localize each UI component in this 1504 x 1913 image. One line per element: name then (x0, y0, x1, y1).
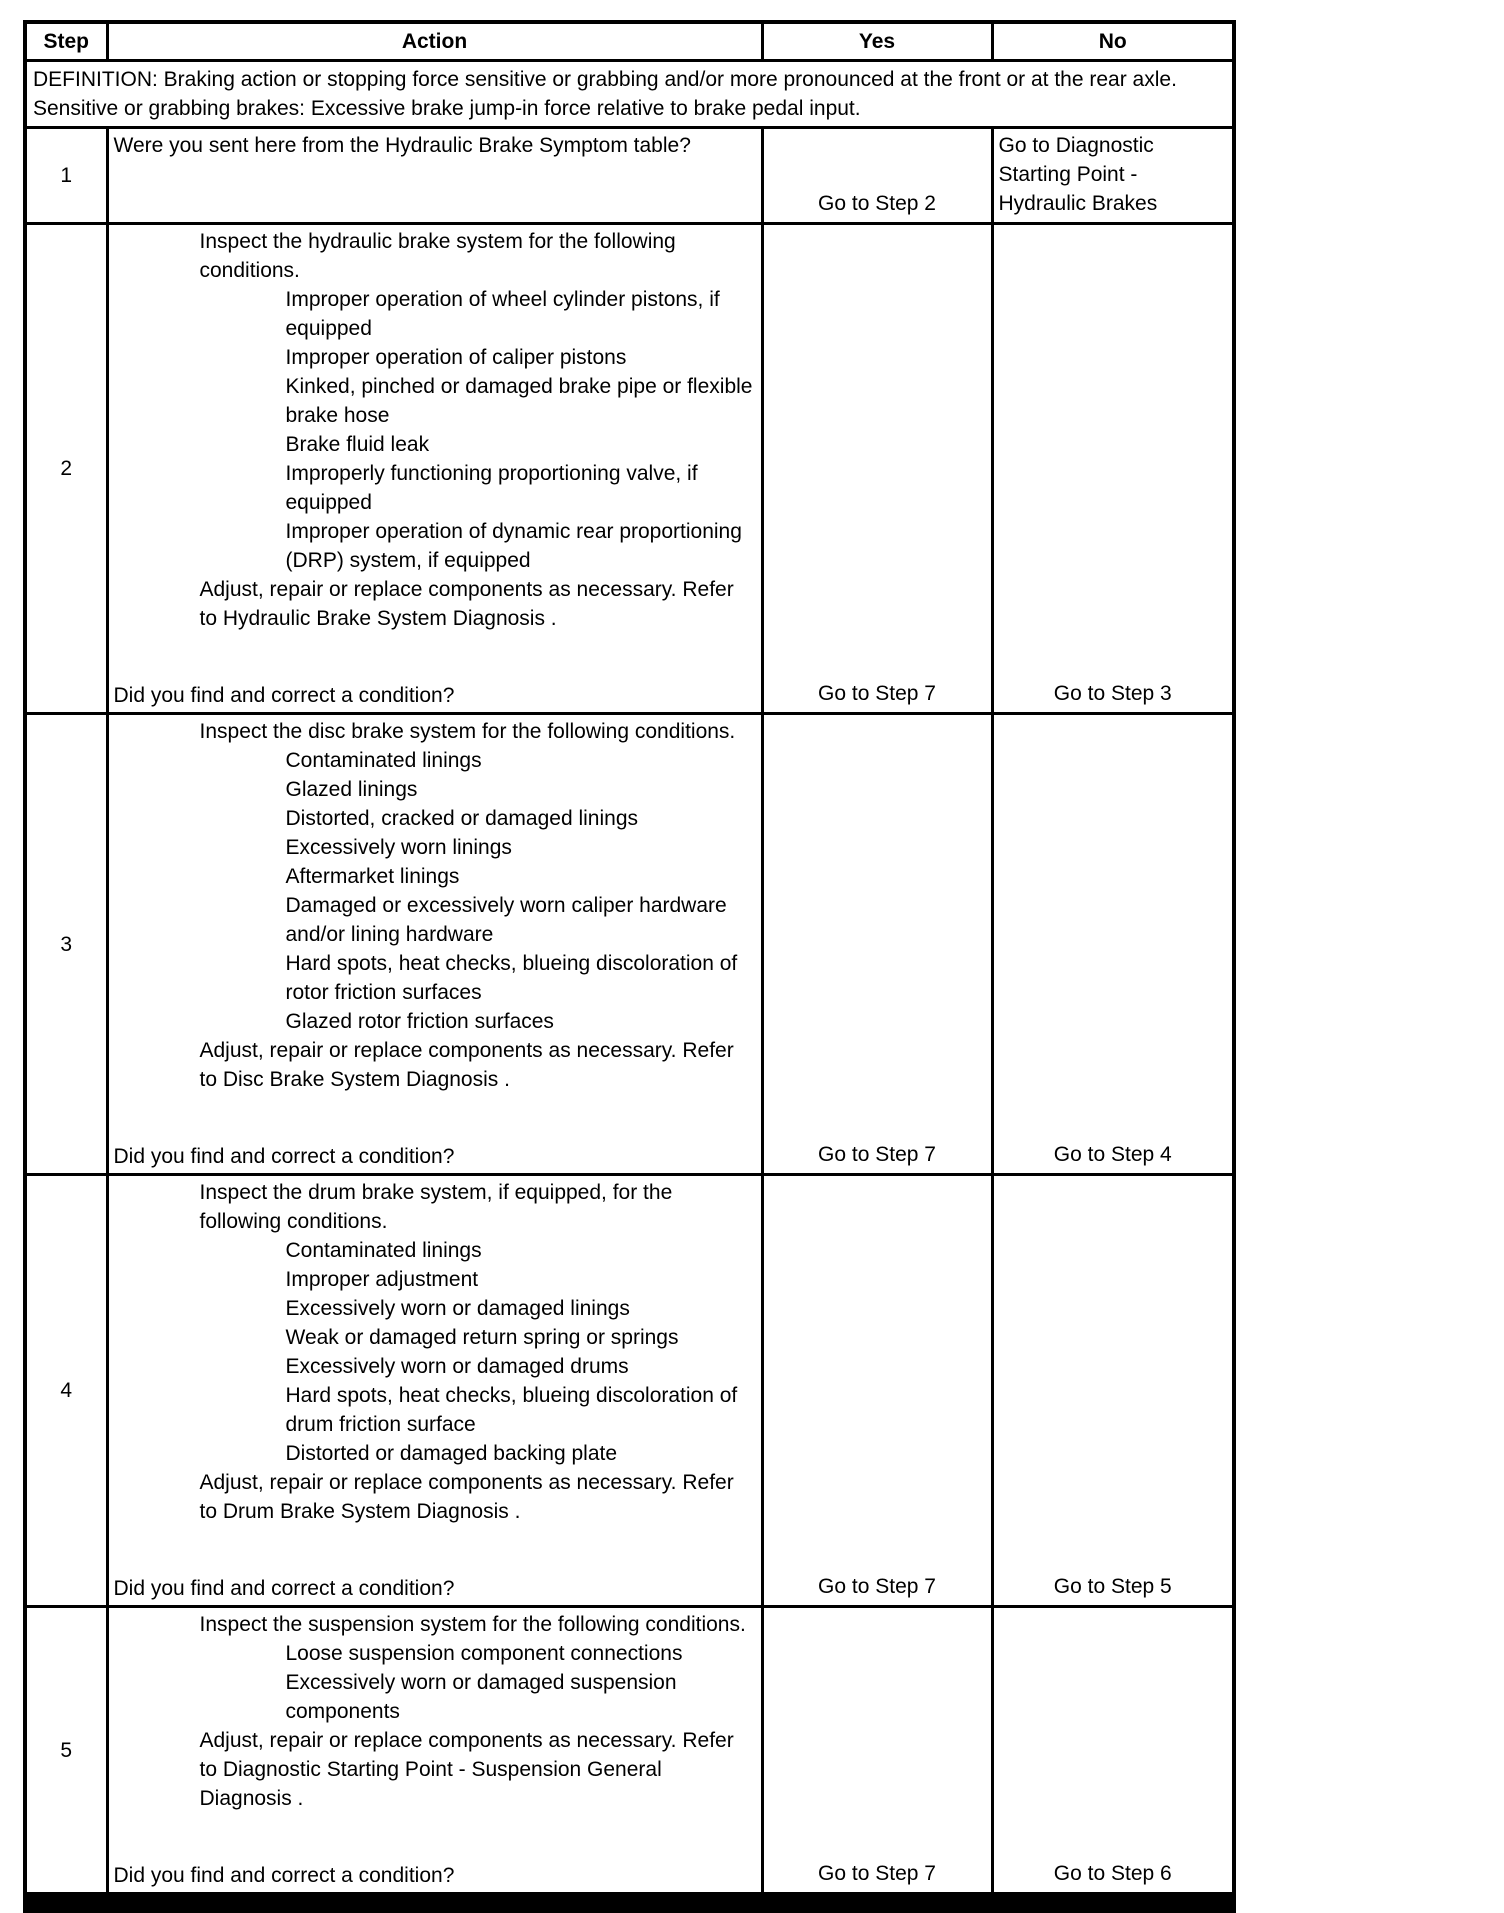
table-row-step-1 (25, 128, 1234, 224)
definition-row (25, 61, 1234, 128)
action-item: Damaged or excessively worn caliper hardware and/or lining hardware (285, 894, 727, 946)
action-item: Improper adjustment (285, 1268, 479, 1291)
action-outro: Adjust, repair or replace components as necessary. Refer to Drum Brake System Diagnosis . (199, 1471, 734, 1523)
action-item: Glazed rotor friction surfaces (285, 1010, 554, 1033)
no-instruction: Go to Step 6 (1053, 1862, 1172, 1885)
action-item: Contaminated linings (285, 1239, 482, 1262)
step-number: 5 (25, 1607, 107, 1894)
action-item: Excessively worn or damaged suspension components (285, 1671, 677, 1723)
table-bottom-bar (25, 1894, 1234, 1912)
definition-text: DEFINITION: Braking action or stopping force sensitive or grabbing and/or more pronounced at the front or at the rear axle. Sensitive or grabbing brakes: Excessive brake jump-in force relative to brake pedal input. (25, 61, 1234, 128)
action-body (114, 1610, 756, 1813)
no-cell (992, 128, 1234, 224)
action-question: Did you find and correct a condition? (113, 684, 455, 707)
action-item: Improper operation of wheel cylinder pistons, if equipped (285, 288, 720, 340)
col-header-yes: Yes (762, 22, 992, 61)
step-number: 3 (25, 714, 107, 1175)
action-question: Were you sent here from the Hydraulic Brake Symptom table? (113, 134, 691, 157)
yes-cell (762, 1175, 992, 1607)
table-row-step-4 (25, 1175, 1234, 1607)
action-body (114, 717, 756, 1094)
action-outro: Adjust, repair or replace components as necessary. Refer to Disc Brake System Diagnosis . (199, 1039, 734, 1091)
action-body (114, 227, 756, 633)
step-number: 4 (25, 1175, 107, 1607)
action-item: Hard spots, heat checks, blueing discoloration of rotor friction surfaces (285, 952, 738, 1004)
yes-instruction: Go to Step 2 (818, 192, 936, 215)
action-item: Improper operation of caliper pistons (285, 346, 627, 369)
yes-cell (762, 224, 992, 714)
action-cell (107, 714, 762, 1175)
action-item: Contaminated linings (285, 749, 482, 772)
action-item-list (200, 746, 756, 1036)
action-item-list (200, 285, 756, 575)
step-number: 2 (25, 224, 107, 714)
action-body (114, 1178, 756, 1526)
no-cell (992, 224, 1234, 714)
header-row (25, 22, 1234, 61)
table-row-step-5 (25, 1607, 1234, 1894)
action-intro: Inspect the drum brake system, if equipped, for the following conditions. (199, 1181, 673, 1233)
action-intro: Inspect the suspension system for the following conditions. (199, 1613, 746, 1636)
action-item: Excessively worn or damaged drums (285, 1355, 629, 1378)
no-cell (992, 1607, 1234, 1894)
no-instruction: Go to Step 3 (1053, 682, 1172, 705)
yes-cell (762, 128, 992, 224)
action-item: Brake fluid leak (285, 433, 430, 456)
action-intro: Inspect the hydraulic brake system for the following conditions. (199, 230, 676, 282)
action-outro: Adjust, repair or replace components as necessary. Refer to Hydraulic Brake System Diagnosis . (199, 578, 734, 630)
action-question: Did you find and correct a condition? (113, 1577, 455, 1600)
cutoff-row (25, 1894, 1234, 1912)
action-item-list (200, 1236, 756, 1468)
action-item: Loose suspension component connections (285, 1642, 683, 1665)
table-row-step-2 (25, 224, 1234, 714)
action-item: Glazed linings (285, 778, 418, 801)
action-intro: Inspect the disc brake system for the following conditions. (199, 720, 736, 743)
action-outro: Adjust, repair or replace components as necessary. Refer to Diagnostic Starting Point - Suspension General Diagnosis . (199, 1729, 734, 1810)
action-item-list (200, 1639, 756, 1726)
action-item: Weak or damaged return spring or springs (285, 1326, 679, 1349)
yes-cell (762, 1607, 992, 1894)
action-cell (107, 128, 762, 224)
yes-instruction: Go to Step 7 (818, 1575, 936, 1598)
no-instruction: Go to Step 4 (1053, 1143, 1172, 1166)
yes-instruction: Go to Step 7 (818, 1862, 936, 1885)
no-cell (992, 1175, 1234, 1607)
action-item: Improperly functioning proportioning valve, if equipped (285, 462, 698, 514)
action-question: Did you find and correct a condition? (113, 1864, 455, 1887)
action-item: Excessively worn or damaged linings (285, 1297, 630, 1320)
yes-cell (762, 714, 992, 1175)
no-instruction: Go to Step 5 (1053, 1575, 1172, 1598)
action-question: Did you find and correct a condition? (113, 1145, 455, 1168)
action-cell (107, 224, 762, 714)
yes-instruction: Go to Step 7 (818, 1143, 936, 1166)
action-item: Improper operation of dynamic rear proportioning (DRP) system, if equipped (285, 520, 742, 572)
col-header-action: Action (107, 22, 762, 61)
action-item: Hard spots, heat checks, blueing discoloration of drum friction surface (285, 1384, 738, 1436)
no-cell (992, 714, 1234, 1175)
no-instruction: Go to Diagnostic Starting Point - Hydraulic Brakes (998, 134, 1158, 215)
action-item: Kinked, pinched or damaged brake pipe or flexible brake hose (285, 375, 753, 427)
col-header-step: Step (25, 22, 107, 61)
action-cell (107, 1607, 762, 1894)
action-item: Aftermarket linings (285, 865, 460, 888)
action-item: Distorted or damaged backing plate (285, 1442, 618, 1465)
col-header-no: No (992, 22, 1234, 61)
action-item: Distorted, cracked or damaged linings (285, 807, 639, 830)
step-number: 1 (25, 128, 107, 224)
table-row-step-3 (25, 714, 1234, 1175)
yes-instruction: Go to Step 7 (818, 682, 936, 705)
diagnostic-table (23, 20, 1236, 1913)
action-cell (107, 1175, 762, 1607)
action-item: Excessively worn linings (285, 836, 512, 859)
